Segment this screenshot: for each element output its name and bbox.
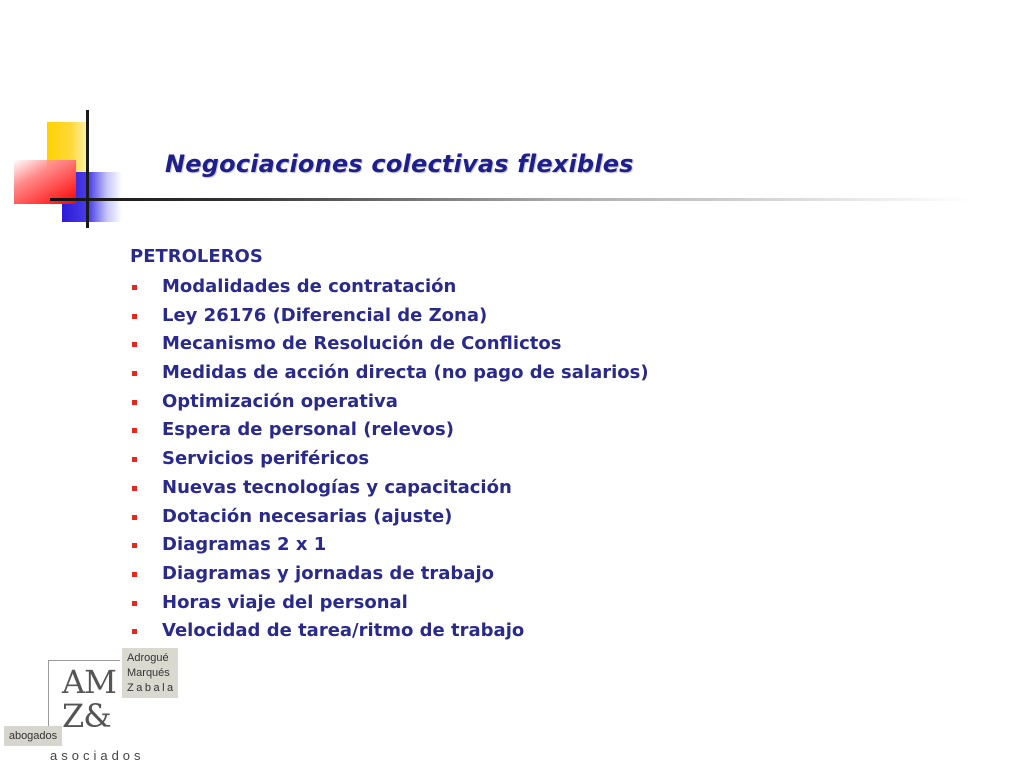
logo-mark-bottom: Z&: [62, 697, 111, 735]
list-item: Dotación necesarias (ajuste): [130, 503, 649, 532]
logo-name-3: Zabala: [127, 682, 176, 694]
list-item: Ley 26176 (Diferencial de Zona): [130, 302, 649, 331]
square-bullet-icon: [132, 515, 137, 520]
slide-title: Negociaciones colectivas flexibles: [165, 150, 634, 178]
list-item: Velocidad de tarea/ritmo de trabajo: [130, 617, 649, 646]
square-bullet-icon: [132, 486, 137, 491]
list-item: Modalidades de contratación: [130, 273, 649, 302]
list-item: Mecanismo de Resolución de Conflictos: [130, 330, 649, 359]
logo-frame-horizontal: [48, 660, 120, 661]
square-bullet-icon: [132, 629, 137, 634]
square-bullet-icon: [132, 342, 137, 347]
list-item: Diagramas 2 x 1: [130, 531, 649, 560]
list-item: Horas viaje del personal: [130, 589, 649, 618]
bullet-list: [130, 273, 649, 646]
logo-name-2: Marqués: [127, 667, 170, 679]
slide-content: [130, 245, 649, 646]
logo-name-box: [122, 648, 178, 698]
square-bullet-icon: [132, 428, 137, 433]
list-item: Nuevas tecnologías y capacitación: [130, 474, 649, 503]
logo-mark-top: AM: [62, 663, 116, 701]
logo-tag-abogados: abogados: [4, 726, 62, 746]
list-item: Diagramas y jornadas de trabajo: [130, 560, 649, 589]
square-bullet-icon: [132, 601, 137, 606]
list-item: Optimización operativa: [130, 388, 649, 417]
square-bullet-icon: [132, 371, 137, 376]
square-bullet-icon: [132, 400, 137, 405]
square-bullet-icon: [132, 457, 137, 462]
vertical-line-decoration: [86, 110, 89, 228]
list-item: Espera de personal (relevos): [130, 416, 649, 445]
logo-name-1: Adrogué: [127, 652, 169, 664]
square-bullet-icon: [132, 543, 137, 548]
list-item: Servicios periféricos: [130, 445, 649, 474]
list-item: Medidas de acción directa (no pago de salarios): [130, 359, 649, 388]
section-heading: PETROLEROS: [130, 246, 263, 267]
title-underline: [50, 198, 970, 201]
square-bullet-icon: [132, 285, 137, 290]
square-bullet-icon: [132, 314, 137, 319]
logo-tag-asociados: asociados: [50, 748, 145, 763]
square-bullet-icon: [132, 572, 137, 577]
